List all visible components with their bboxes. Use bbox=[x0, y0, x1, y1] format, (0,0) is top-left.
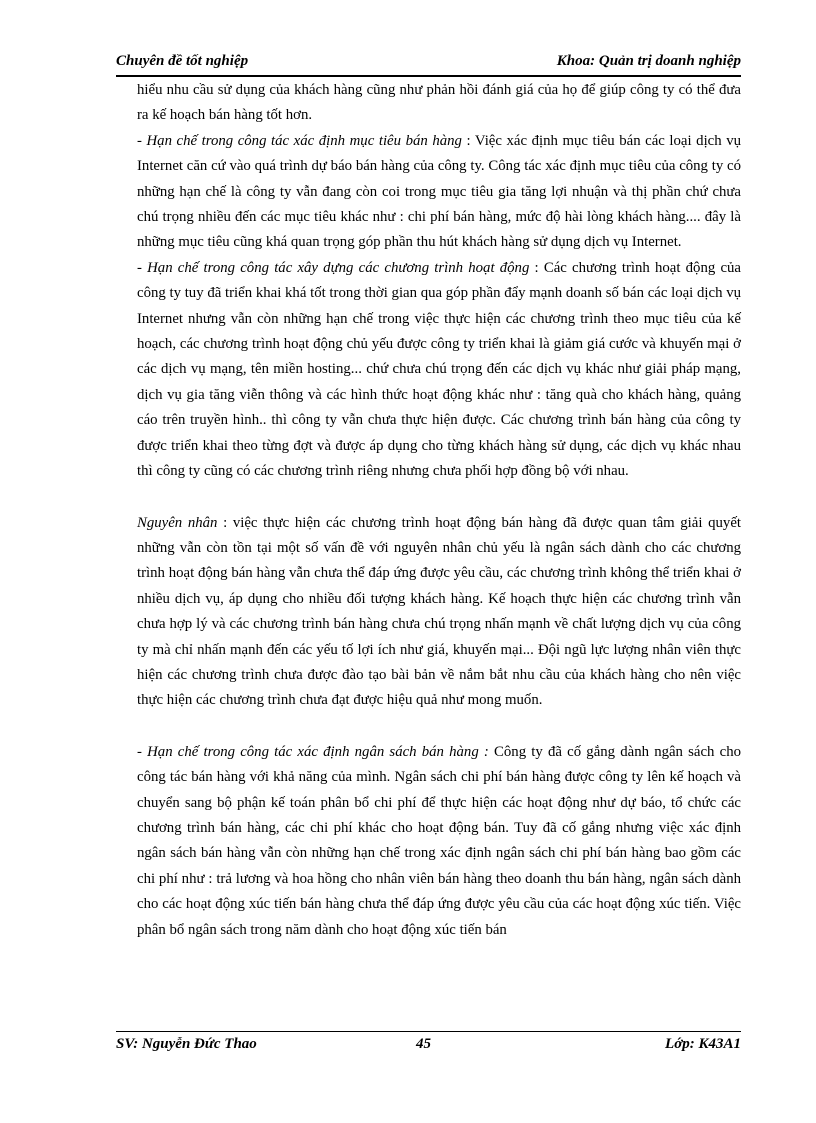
paragraph-heading: Hạn chế trong công tác xác định ngân sách bán hàng : bbox=[147, 743, 489, 760]
paragraph-heading: Hạn chế trong công tác xây dựng các chương trình hoạt động bbox=[147, 259, 530, 276]
page-header bbox=[116, 53, 741, 71]
footer-class: Lớp: K43A1 bbox=[665, 1036, 741, 1052]
header-right: Khoa: Quản trị doanh nghiệp bbox=[556, 53, 741, 69]
paragraph-text: hiểu nhu cầu sử dụng của khách hàng cũng như phản hồi đánh giá của họ để giúp công ty có thể đưa ra kế hoạch bán hàng tốt hơn. bbox=[137, 82, 741, 124]
paragraph-intro bbox=[137, 78, 741, 129]
paragraph-sales-targets bbox=[137, 129, 741, 256]
paragraph-text: : Việc xác định mục tiêu bán các loại dịch vụ Internet căn cứ vào quá trình dự báo bán hàng của công ty. Công tác xác định mục tiêu của công ty có những hạn chế là công ty vẫn đang còn coi trong mục tiêu gia tăng lợi nhuận và thị phần chứ chưa chú trọng nhiều đến các mục tiêu khác như : chi phí bán hàng, mức độ hài lòng khách hàng.... đây là những mục tiêu cũng khá quan trọng góp phần thu hút khách hàng sử dụng dịch vụ Internet. bbox=[137, 132, 741, 251]
paragraph-heading: Nguyên nhân bbox=[137, 514, 218, 531]
page-footer bbox=[116, 1036, 741, 1056]
header-rule bbox=[116, 75, 741, 77]
paragraph-text: Công ty đã cố gắng dành ngân sách cho công tác bán hàng với khả năng của mình. Ngân sách chi phí bán hàng được công ty lên kế hoạch và chuyển sang bộ phận kế toán phân bổ chi phí để thực hiện các hoạt động như dự báo, tổ chức các chương trình bán hàng, các chi phí khác cho hoạt động bán. Tuy đã cố gắng nhưng việc xác định ngân sách bán hàng vẫn còn những hạn chế trong xác định ngân sách chi phí bán hàng bao gồm các chi phí như : trả lương và hoa hồng cho nhân viên bán hàng theo doanh thu bán hàng, ngân sách dành cho các hoạt động xúc tiến bán hàng chưa thể đáp ứng được yêu cầu của các hoạt động xúc tiến. Việc phân bổ ngân sách trong năm dành cho hoạt động xúc tiến bán bbox=[137, 743, 741, 938]
paragraph-heading: Hạn chế trong công tác xác định mục tiêu bán hàng bbox=[146, 132, 462, 149]
paragraph-spacer bbox=[137, 485, 741, 511]
list-dash: - bbox=[137, 132, 147, 149]
page-number: 45 bbox=[416, 1036, 431, 1052]
footer-student: SV: Nguyễn Đức Thao bbox=[116, 1036, 257, 1052]
paragraph-text: : việc thực hiện các chương trình hoạt động bán hàng đã được quan tâm giải quyết những vẫn còn tồn tại một số vấn đề với nguyên nhân chủ yếu là ngân sách dành cho các chương trình hoạt động bán hàng vẫn chưa thể đáp ứng được yêu cầu, các chương trình không thể triển khai ở nhiều dịch vụ, áp dụng cho nhiều đối tượng khách hàng. Kế hoạch thực hiện các chương trình vẫn chưa hợp lý và các chương trình bán hàng chưa chú trọng nhấn mạnh về chất lượng dịch vụ của công ty mà chỉ nhấn mạnh đến các yếu tố lợi ích như giá, khuyến mại... Đội ngũ lực lượng nhân viên thực hiện các chương trình chưa được đào tạo bài bản về nắm bắt nhu cầu của khách hàng cho nên việc thực hiện các chương trình chưa đạt được hiệu quả như mong muốn. bbox=[137, 514, 741, 709]
list-dash: - bbox=[137, 259, 148, 276]
paragraph-programs bbox=[137, 256, 741, 485]
paragraph-budget bbox=[137, 740, 741, 943]
footer-rule bbox=[116, 1031, 741, 1032]
list-dash: - bbox=[137, 743, 148, 760]
paragraph-spacer bbox=[137, 714, 741, 740]
paragraph-causes bbox=[137, 511, 741, 714]
page-body bbox=[137, 78, 741, 943]
header-left: Chuyên đề tốt nghiệp bbox=[116, 53, 249, 69]
paragraph-text: : Các chương trình hoạt động của công ty tuy đã triển khai khá tốt trong thời gian qua góp phần đẩy mạnh doanh số bán các loại dịch vụ Internet nhưng vẫn còn những hạn chế trong việc thực hiện các chương trình theo mục tiêu của kế hoạch, các chương trình hoạt động chủ yếu được công ty triển khai là giảm giá cước và khuyến mại ở các dịch vụ mạng, tên miền hosting... chứ chưa chú trọng đến các dịch vụ khác như giải pháp mạng, dịch vụ gia tăng viễn thông và các hình thức hoạt động khác như : tăng quà cho khách hàng, quảng cáo trên truyền hình.. thì công ty vẫn chưa thực hiện được. Các chương trình bán hàng của công ty được triển khai theo từng đợt và được áp dụng cho từng khách hàng sử dụng, các dịch vụ khác nhau thì công ty cũng có các chương trình riêng nhưng chưa phối hợp đồng bộ với nhau. bbox=[137, 259, 741, 480]
